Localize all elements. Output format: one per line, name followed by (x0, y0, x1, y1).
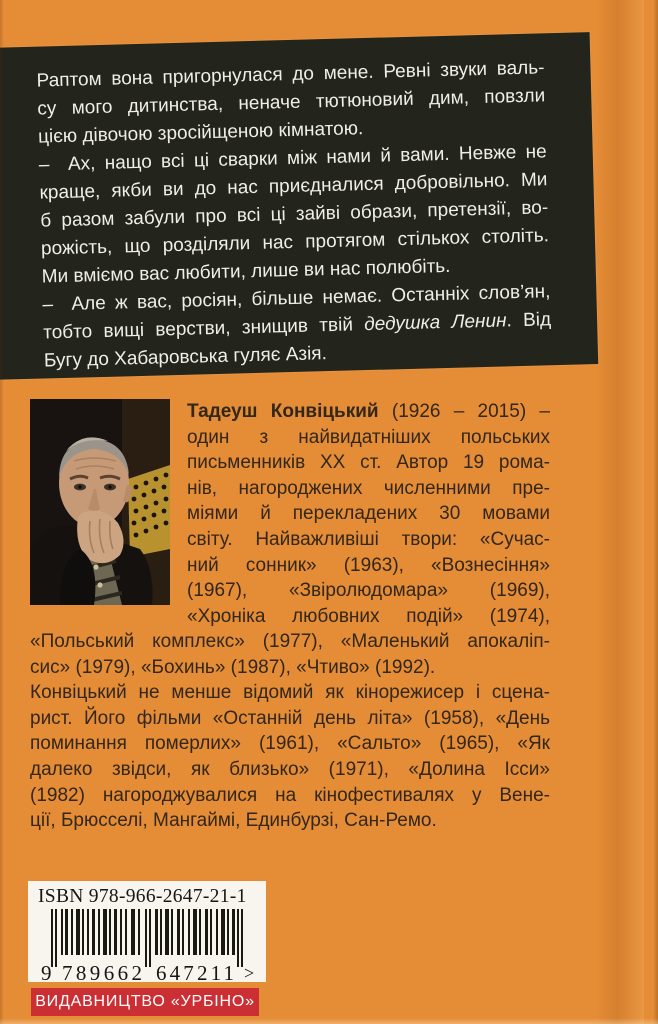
quote-line: су мого дитинства, неначе тютюновий дим, повзли (37, 85, 546, 120)
bio-line: міями й перекладених 30 мовами (187, 503, 550, 525)
page-edge-bottom (0, 1018, 658, 1024)
author-portrait-illustration (30, 399, 170, 605)
quote-line: краще, якби ви до нас приєдналися добровільно. Ми (39, 169, 548, 204)
bio-line: (1967), «Звіролюдомара» (1969), (187, 580, 550, 602)
publisher-name: ВИДАВНИЦТВО «УРБІНО» (35, 993, 255, 1010)
bio-line: Конвіцький не менше відомий як кінорежисер і сцена- (30, 682, 550, 704)
quote-line: – Але ж вас, росіян, більше немає. Останніх слов’ян, (42, 281, 551, 316)
bio-line: ції, Брюсселі, Мангаймі, Единбурзі, Сан-Ремо. (30, 810, 437, 832)
quote-segment: . Від (506, 309, 552, 332)
quote-line: Раптом вона пригорнулася до мене. Ревні звуки валь- (36, 57, 545, 92)
barcode-digit-group: 647211 (156, 961, 234, 983)
bio-line: сис» (1979), «Бохинь» (1987), «Чтиво» (1992). (30, 656, 436, 678)
author-years: (1926 – 2015) – (378, 401, 550, 422)
quote-line: рожість, що розділяли нас протягом стількох століть. (40, 225, 550, 260)
page-edge-left (0, 0, 4, 1024)
bio-line: нів, нагороджених численними пре- (187, 477, 550, 499)
quote-segment: тобто вищі верстви, знищив твій (42, 314, 365, 344)
page-edge-right (653, 0, 658, 1024)
barcode (38, 909, 256, 983)
barcode-digit-group: 9 (41, 961, 52, 983)
quote-segment-italic: дедушка Ленин (363, 310, 507, 336)
bio-line: далеко звідси, як близько» (1971), «Долина Ісси» (30, 758, 550, 780)
barcode-digit-group: 789662 (62, 961, 142, 983)
barcode-arrow: > (244, 963, 255, 983)
bio-column (187, 399, 550, 629)
bio-line: рист. Його фільми «Останній день літа» (1958), «День (30, 707, 550, 729)
quote-line: цією дівочою зросійщеною кімнатою. (37, 118, 364, 148)
bio-line: «Польський комплекс» (1977), «Маленький апокаліп- (30, 631, 550, 652)
bio-line (187, 399, 550, 425)
quote-box (0, 32, 598, 380)
bio-line: письменників XX ст. Автор 19 рома- (187, 452, 550, 474)
bio-line: «Хроніка любовних подій» (1974), (187, 605, 550, 627)
bio-line: ний сонник» (1963), «Вознесіння» (187, 554, 550, 576)
quote-line: Бугу до Хабаровська гуляє Азія. (43, 343, 328, 372)
cover-crease (596, 0, 644, 1024)
bio-line: поминання померлих» (1961), «Сальто» (1965), «Як (30, 733, 550, 755)
bio-full-width (30, 629, 550, 834)
quote-line: – Ах, нащо всі ці сварки між нами й вами. Невже не (38, 141, 547, 176)
author-name: Тадеуш Конвіцький (187, 401, 379, 422)
bio-line: (1982) нагороджувалися на кінофестивалях у Вене- (30, 784, 550, 806)
bio-line: один з найвидатніших польських (187, 426, 550, 448)
publisher-label (31, 988, 259, 1016)
isbn-box (28, 881, 266, 982)
bio-line: світу. Найважливіші твори: «Сучас- (187, 528, 550, 550)
quote-line: б разом забули про всі ці зайві образи, претензії, во- (40, 197, 549, 232)
quote-line: Ми вміємо вас любити, лише ви нас полюбіть. (41, 255, 451, 288)
isbn-number: ISBN 978-966-2647-21-1 (38, 886, 247, 907)
author-photo (30, 399, 170, 605)
